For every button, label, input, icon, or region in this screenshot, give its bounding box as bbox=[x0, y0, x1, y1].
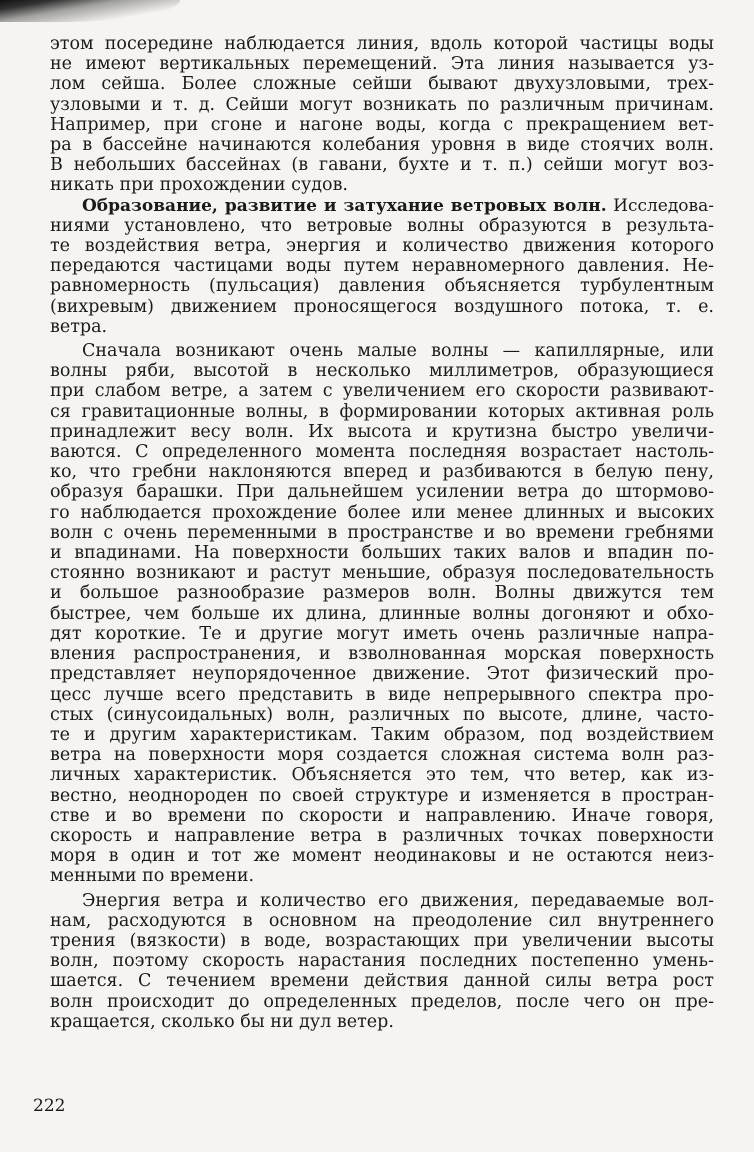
scan-shadow bbox=[0, 0, 180, 22]
body-text bbox=[50, 34, 714, 1032]
text-line: передаются частицами воды путем неравномерного давления. Не- bbox=[50, 256, 714, 277]
text-line: В небольших бассейнах (в гавани, бухте и т. п.) сейши могут воз- bbox=[50, 155, 714, 176]
text-line: Например, при сгоне и нагоне воды, когда с прекращением вет- bbox=[50, 114, 714, 135]
text-line: Энергия ветра и количество его движения, передаваемые вол- bbox=[82, 890, 714, 911]
text-line: (вихревым) движением проносящегося воздушного потока, т. е. bbox=[50, 296, 714, 317]
paragraph-wave-development bbox=[50, 341, 714, 886]
text-line: при слабом ветре, а затем с увеличением его скорости развивают- bbox=[50, 381, 714, 402]
text-line: ниями установлено, что ветровые волны образуются в результа- bbox=[50, 215, 714, 236]
text-line: представляет неупорядоченное движение. Этот физический про- bbox=[50, 664, 714, 685]
paragraph-wind-energy bbox=[50, 891, 714, 1032]
text-line: кращается, сколько бы ни дул ветер. bbox=[50, 1011, 394, 1032]
text-line: волн, поэтому скорость нарастания последних постепенно умень- bbox=[50, 951, 714, 972]
text-line: ветра. bbox=[50, 316, 108, 337]
text-line: вестно, неоднороден по своей структуре и изменяется в простран- bbox=[50, 785, 714, 806]
text-line: никать при прохождении судов. bbox=[50, 175, 348, 196]
text-line: узловыми и т. д. Сейши могут возникать по различным причинам. bbox=[50, 94, 714, 115]
text-line: и впадинами. На поверхности больших таких валов и впадин по- bbox=[50, 543, 714, 564]
text-line: равномерность (пульсация) давления объясняется турбулентным bbox=[50, 276, 714, 297]
text-line bbox=[50, 196, 714, 216]
text-line: ваются. С определенного момента последняя возрастает настоль- bbox=[50, 442, 714, 463]
text-line: нам, расходуются в основном на преодоление сил внутреннего bbox=[50, 910, 714, 931]
text-line: стых (синусоидальных) волн, различных по высоте, длине, часто- bbox=[50, 704, 714, 725]
text-line: го наблюдается прохождение более или менее длинных и высоких bbox=[50, 502, 714, 523]
text-line: те воздействия ветра, энергия и количество движения которого bbox=[50, 236, 714, 257]
text-line: лом сейша. Более сложные сейши бывают двухузловыми, трех- bbox=[50, 74, 714, 95]
text-line: трения (вязкости) в воде, возрастающих при увеличении высоты bbox=[50, 930, 714, 951]
text-line: ко, что гребни наклоняются вперед и разбиваются в белую пену, bbox=[50, 462, 714, 483]
text-line: этом посередине наблюдается линия, вдоль которой частицы воды bbox=[50, 34, 714, 54]
text-line: волны ряби, высотой в несколько миллиметров, образующиеся bbox=[50, 361, 714, 382]
paragraph-seiche-continuation bbox=[50, 34, 714, 196]
text-line: и большое разнообразие размеров волн. Волны движутся тем bbox=[50, 583, 714, 604]
text-line: стоянно возникают и растут меньшие, образуя последовательность bbox=[50, 563, 714, 584]
text-line: не имеют вертикальных перемещений. Эта линия называется уз- bbox=[50, 54, 714, 75]
page-number: 222 bbox=[33, 1096, 66, 1116]
text-line: скорость и направление ветра в различных точках поверхности bbox=[50, 825, 714, 846]
text-line: ра в бассейне начинаются колебания уровня в виде стоячих волн. bbox=[50, 135, 714, 156]
text-line: вления распространения, и взволнованная морская поверхность bbox=[50, 644, 714, 665]
text-line: быстрее, чем больше их длина, длинные волны догоняют и обхо- bbox=[50, 603, 714, 624]
text-line: дят короткие. Те и другие могут иметь очень различные напра- bbox=[50, 623, 714, 644]
text-line: ся гравитационные волны, в формировании которых активная роль bbox=[50, 401, 714, 422]
text-line: шается. С течением времени действия данной силы ветра рост bbox=[50, 971, 714, 992]
text-line: ветра на поверхности моря создается сложная система волн раз- bbox=[50, 745, 714, 766]
text-line: образуя барашки. При дальнейшем усилении ветра до штормово- bbox=[50, 482, 714, 503]
text-line: моря в один и тот же момент неодинаковы и не остаются неиз- bbox=[50, 846, 714, 867]
text-line: цесс лучше всего представить в виде непрерывного спектра про- bbox=[50, 684, 714, 705]
text-line: волн происходит до определенных пределов, после чего он пре- bbox=[50, 991, 714, 1012]
text-line: личных характеристик. Объясняется это тем, что ветер, как из- bbox=[50, 765, 714, 786]
text-line: волн с очень переменными в пространстве и во времени гребнями bbox=[50, 522, 714, 543]
text-line: те и другим характеристикам. Таким образом, под воздействием bbox=[50, 724, 714, 745]
text-line: Сначала возникают очень малые волны — капиллярные, или bbox=[82, 341, 714, 362]
section-heading: Образование, развитие и затухание ветровых волн. bbox=[82, 195, 607, 216]
paragraph-wind-waves-formation bbox=[50, 196, 714, 337]
text-line-tail: Исследова- bbox=[606, 195, 714, 216]
text-line: менными по времени. bbox=[50, 866, 255, 887]
text-line: стве и во времени по скорости и направлению. Иначе говоря, bbox=[50, 805, 714, 826]
text-line: принадлежит весу волн. Их высота и крутизна быстро увеличи- bbox=[50, 421, 714, 442]
